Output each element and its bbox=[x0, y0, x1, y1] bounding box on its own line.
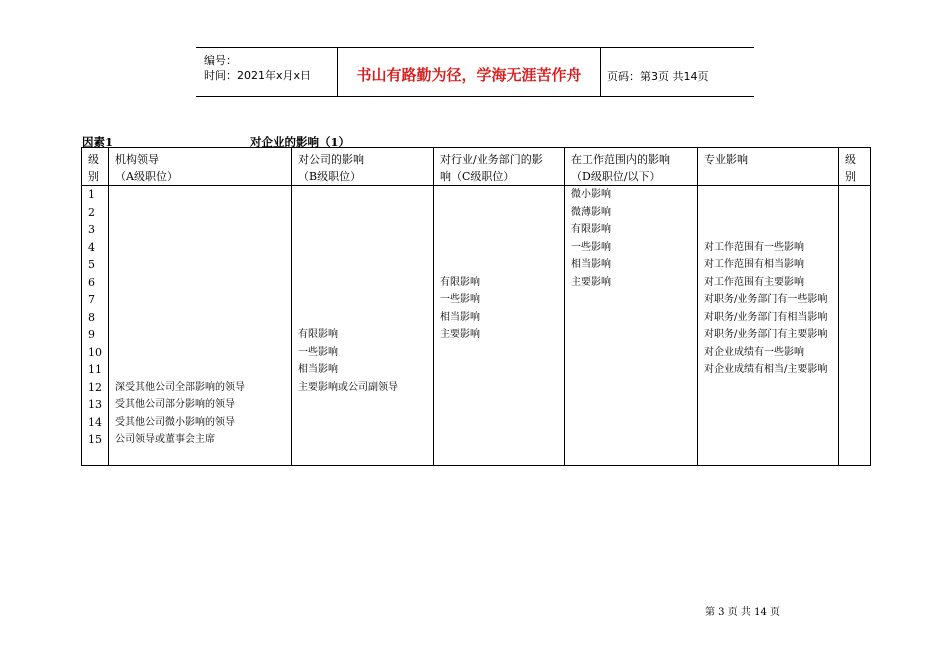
table-cell-line bbox=[109, 291, 291, 309]
column-e bbox=[698, 186, 839, 466]
column-a bbox=[109, 186, 292, 466]
table-cell-line: 微薄影响 bbox=[571, 206, 611, 218]
table-cell-line: 9 bbox=[88, 328, 95, 341]
table-cell-line: 对企业成绩有一些影响 bbox=[704, 346, 804, 358]
level-column-right bbox=[839, 186, 871, 466]
table-cell-line: 深受其他公司全部影响的领导 bbox=[115, 381, 245, 393]
table-cell-line bbox=[292, 221, 433, 239]
impact-title: 对企业的影响（1） bbox=[250, 135, 351, 149]
table-cell-line bbox=[434, 239, 564, 257]
table-cell-line bbox=[434, 361, 564, 379]
table-cell-line bbox=[565, 291, 697, 309]
table-cell-line: 11 bbox=[88, 363, 102, 376]
header-cell-d: 在工作范围内的影响 （D级职位/以下） bbox=[565, 148, 698, 186]
motto-text: 书山有路勤为径，学海无涯苦作舟 bbox=[356, 66, 582, 84]
table-cell-line: 10 bbox=[88, 345, 102, 359]
table-cell-line bbox=[292, 309, 433, 327]
column-b bbox=[292, 186, 434, 466]
table-cell-line: 公司领导或董事会主席 bbox=[115, 434, 215, 445]
table-cell-line: 6 bbox=[88, 275, 95, 289]
table-cell-line bbox=[292, 274, 433, 292]
table-cell-line bbox=[109, 274, 291, 292]
table-cell-line: 1 bbox=[88, 188, 95, 201]
table-cell-line: 13 bbox=[88, 398, 102, 411]
table-cell-line bbox=[109, 361, 291, 379]
header-page-cell bbox=[601, 48, 754, 96]
header-cell-c: 对行业/业务部门的影 响（C级职位） bbox=[434, 148, 565, 186]
table-cell-line bbox=[292, 291, 433, 309]
table-cell-line bbox=[434, 344, 564, 362]
table-cell-line bbox=[698, 186, 838, 204]
table-cell-line: 对职务/业务部门有主要影响 bbox=[704, 329, 828, 340]
header-motto-cell bbox=[338, 48, 601, 96]
table-cell-line bbox=[565, 361, 697, 379]
table-cell-line: 相当影响 bbox=[440, 311, 480, 323]
table-cell-line: 15 bbox=[88, 433, 102, 446]
table-cell-line: 12 bbox=[88, 380, 102, 394]
table-cell-line bbox=[109, 204, 291, 222]
column-d bbox=[565, 186, 698, 466]
table-cell-line bbox=[698, 396, 838, 414]
table-cell-line bbox=[434, 414, 564, 432]
table-cell-line bbox=[434, 256, 564, 274]
header-cell-b: 对公司的影响 （B级职位） bbox=[292, 148, 434, 186]
header-cell-level: 级 别 bbox=[82, 148, 109, 186]
table-cell-line bbox=[565, 414, 697, 432]
table-cell-line bbox=[109, 309, 291, 327]
table-cell-line: 对工作范围有主要影响 bbox=[704, 276, 804, 288]
table-cell-line: 4 bbox=[88, 240, 95, 254]
factor-title: 因素1 bbox=[82, 135, 114, 149]
table-cell-line: 有限影响 bbox=[298, 329, 338, 340]
table-cell-line: 主要影响或公司副领导 bbox=[298, 381, 398, 393]
table-cell-line: 有限影响 bbox=[440, 276, 480, 288]
header-meta-cell bbox=[196, 48, 338, 96]
table-cell-line bbox=[109, 256, 291, 274]
table-cell-line: 对工作范围有相当影响 bbox=[704, 259, 804, 270]
table-cell-line: 一些影响 bbox=[440, 294, 480, 305]
table-cell-line: 对职务/业务部门有相当影响 bbox=[704, 311, 828, 323]
table-cell-line bbox=[292, 396, 433, 414]
table-cell-line: 对职务/业务部门有一些影响 bbox=[704, 294, 828, 305]
table-cell-line bbox=[434, 396, 564, 414]
table-cell-line: 对工作范围有一些影响 bbox=[704, 241, 804, 253]
table-cell-line bbox=[434, 221, 564, 239]
table-cell-line bbox=[292, 186, 433, 204]
table-cell-line: 对企业成绩有相当/主要影响 bbox=[704, 364, 828, 375]
table-cell-line bbox=[565, 431, 697, 449]
table-cell-line: 相当影响 bbox=[571, 259, 611, 270]
table-cell-line bbox=[434, 186, 564, 204]
table-body-row bbox=[82, 186, 871, 466]
table-cell-line bbox=[698, 414, 838, 432]
table-header-row bbox=[82, 148, 871, 186]
table-cell-line: 受其他公司微小影响的领导 bbox=[115, 416, 235, 428]
table-cell-line bbox=[565, 326, 697, 344]
table-cell-line: 一些影响 bbox=[571, 241, 611, 253]
table-cell-line bbox=[698, 221, 838, 239]
table-cell-line: 2 bbox=[88, 205, 95, 219]
table-cell-line: 14 bbox=[88, 415, 102, 429]
table-cell-line bbox=[109, 221, 291, 239]
table-cell-line bbox=[565, 379, 697, 397]
document-time-label: 时间：2021年x月x日 bbox=[204, 69, 312, 82]
table-cell-line bbox=[698, 431, 838, 449]
table-cell-line: 3 bbox=[88, 223, 95, 236]
table-cell-line bbox=[565, 309, 697, 327]
header-cell-a: 机构领导 （A级职位） bbox=[109, 148, 292, 186]
table-cell-line: 微小影响 bbox=[571, 189, 611, 200]
table-cell-line bbox=[434, 204, 564, 222]
header-cell-level-right: 级 别 bbox=[839, 148, 871, 186]
table-cell-line bbox=[292, 431, 433, 449]
table-cell-line: 主要影响 bbox=[440, 329, 480, 340]
column-c bbox=[434, 186, 565, 466]
table-cell-line: 8 bbox=[88, 310, 95, 324]
table-cell-line bbox=[434, 379, 564, 397]
table-cell-line bbox=[565, 396, 697, 414]
table-cell-line: 有限影响 bbox=[571, 224, 611, 235]
table-cell-line: 5 bbox=[88, 258, 95, 271]
table-cell-line: 受其他公司部分影响的领导 bbox=[115, 399, 235, 410]
table-cell-line: 相当影响 bbox=[298, 364, 338, 375]
table-cell-line bbox=[698, 204, 838, 222]
footer-page-number: 第 3 页 共 14 页 bbox=[705, 607, 780, 618]
header-cell-e: 专业影响 bbox=[698, 148, 839, 186]
table-cell-line bbox=[109, 239, 291, 257]
table-cell-line bbox=[565, 344, 697, 362]
document-number-label: 编号： bbox=[204, 54, 237, 67]
table-cell-line bbox=[292, 414, 433, 432]
table-cell-line bbox=[434, 431, 564, 449]
table-cell-line bbox=[292, 204, 433, 222]
table-cell-line bbox=[109, 326, 291, 344]
table-cell-line bbox=[109, 344, 291, 362]
page-header bbox=[196, 47, 754, 97]
table-cell-line bbox=[698, 379, 838, 397]
page-count-label: 页码：第3页 共14页 bbox=[607, 70, 709, 83]
table-cell-line: 主要影响 bbox=[571, 276, 611, 288]
table-cell-line: 7 bbox=[88, 293, 95, 306]
table-cell-line: 一些影响 bbox=[298, 346, 338, 358]
level-column bbox=[82, 186, 109, 466]
impact-table bbox=[81, 147, 871, 466]
table-cell-line bbox=[292, 256, 433, 274]
table-cell-line bbox=[109, 186, 291, 204]
table-cell-line bbox=[292, 239, 433, 257]
